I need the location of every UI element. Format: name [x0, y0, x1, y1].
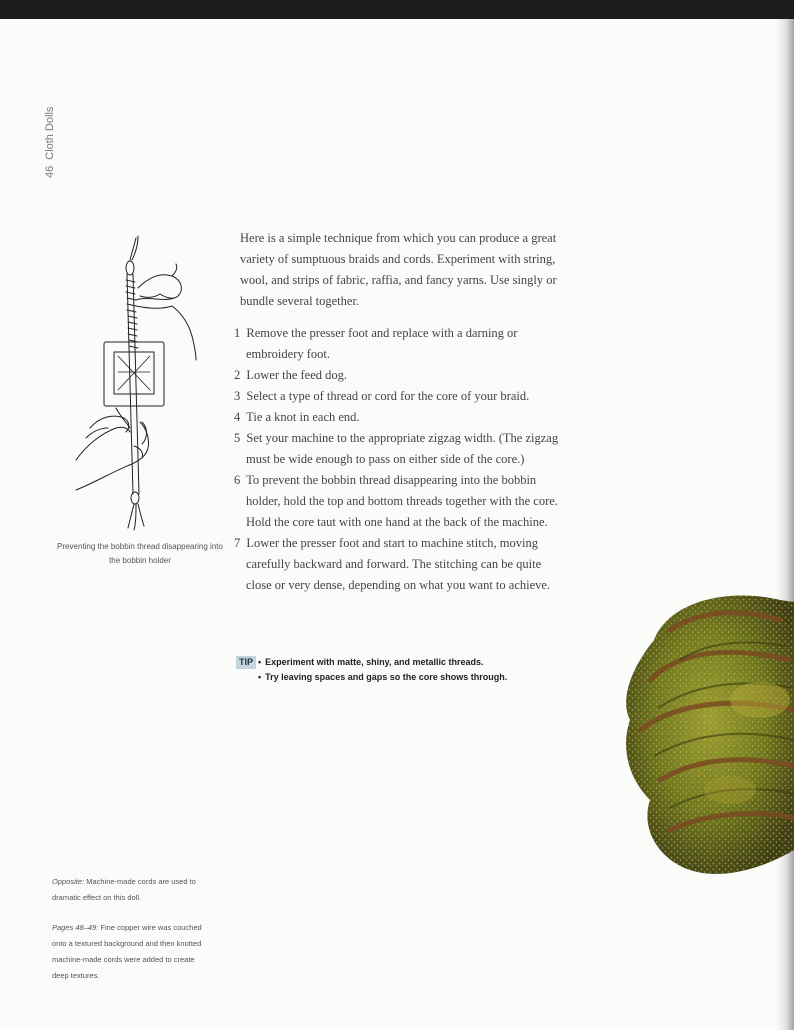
page-number: 46 [44, 165, 56, 178]
illustration-caption [50, 540, 230, 568]
pages-text: Fine copper wire was couched onto a textured background and then knotted machine-made cords were added to create deep textures. [52, 923, 202, 980]
intro-paragraph: Here is a simple technique from which you can produce a great variety of sumptuous braids and cords. Experiment with string, wool, and strips of fabric, raffia, and fancy yarns. Use singly or bundle several together. [240, 231, 557, 308]
bullet-icon: • [258, 657, 262, 667]
step-item [234, 533, 564, 596]
step-text: Select a type of thread or cord for the core of your braid. [246, 389, 530, 403]
step-item [234, 323, 564, 365]
page-top-edge [0, 0, 794, 19]
pages-caption [52, 920, 212, 984]
step-number: 6 [234, 473, 241, 487]
section-title: Cloth Dolls [44, 106, 56, 160]
pages-label: Pages 48–49: [52, 923, 99, 932]
machine-made-cord-doll-photo-icon [610, 580, 794, 890]
step-item [234, 428, 564, 470]
opposite-caption [52, 874, 212, 906]
instruction-steps [234, 323, 564, 596]
step-number: 4 [234, 410, 241, 424]
step-number: 1 [234, 326, 241, 340]
step-number: 2 [234, 368, 241, 382]
step-item [234, 386, 564, 407]
caption-line-2: the bobbin holder [109, 556, 171, 565]
tip-text: Try leaving spaces and gaps so the core shows through. [265, 672, 508, 682]
tip-list [236, 655, 566, 685]
step-item [234, 470, 564, 533]
step-item [234, 365, 564, 386]
caption-line-1: Preventing the bobbin thread disappearing into [57, 542, 223, 551]
tip-box [236, 655, 566, 685]
running-head [44, 107, 56, 178]
opposite-label: Opposite: [52, 877, 85, 886]
step-number: 7 [234, 536, 241, 550]
bullet-icon: • [258, 672, 262, 682]
step-text: Lower the presser foot and start to machine stitch, moving carefully backward and forward. The stitching can be quite close or very dense, depending on what you want to achieve. [246, 536, 551, 592]
tip-item [258, 655, 566, 670]
step-text: Tie a knot in each end. [246, 410, 360, 424]
hands-holding-thread-in-bobbin-holder-icon [56, 232, 226, 532]
step-text: Set your machine to the appropriate zigzag width. (The zigzag must be wide enough to pass on either side of the core.) [246, 431, 559, 466]
step-text: To prevent the bobbin thread disappearing into the bobbin holder, hold the top and bottom threads together with the core. Hold the core taut with one hand at the back of the machine. [246, 473, 558, 529]
step-text: Remove the presser foot and replace with a darning or embroidery foot. [246, 326, 518, 361]
tip-item [258, 670, 566, 685]
side-notes [52, 874, 212, 998]
step-number: 5 [234, 431, 241, 445]
tip-label: TIP [236, 656, 256, 669]
tip-text: Experiment with matte, shiny, and metallic threads. [265, 657, 484, 667]
step-number: 3 [234, 389, 241, 403]
opposite-text: Machine-made cords are used to dramatic effect on this doll. [52, 877, 196, 902]
step-item [234, 407, 564, 428]
step-text: Lower the feed dog. [246, 368, 348, 382]
